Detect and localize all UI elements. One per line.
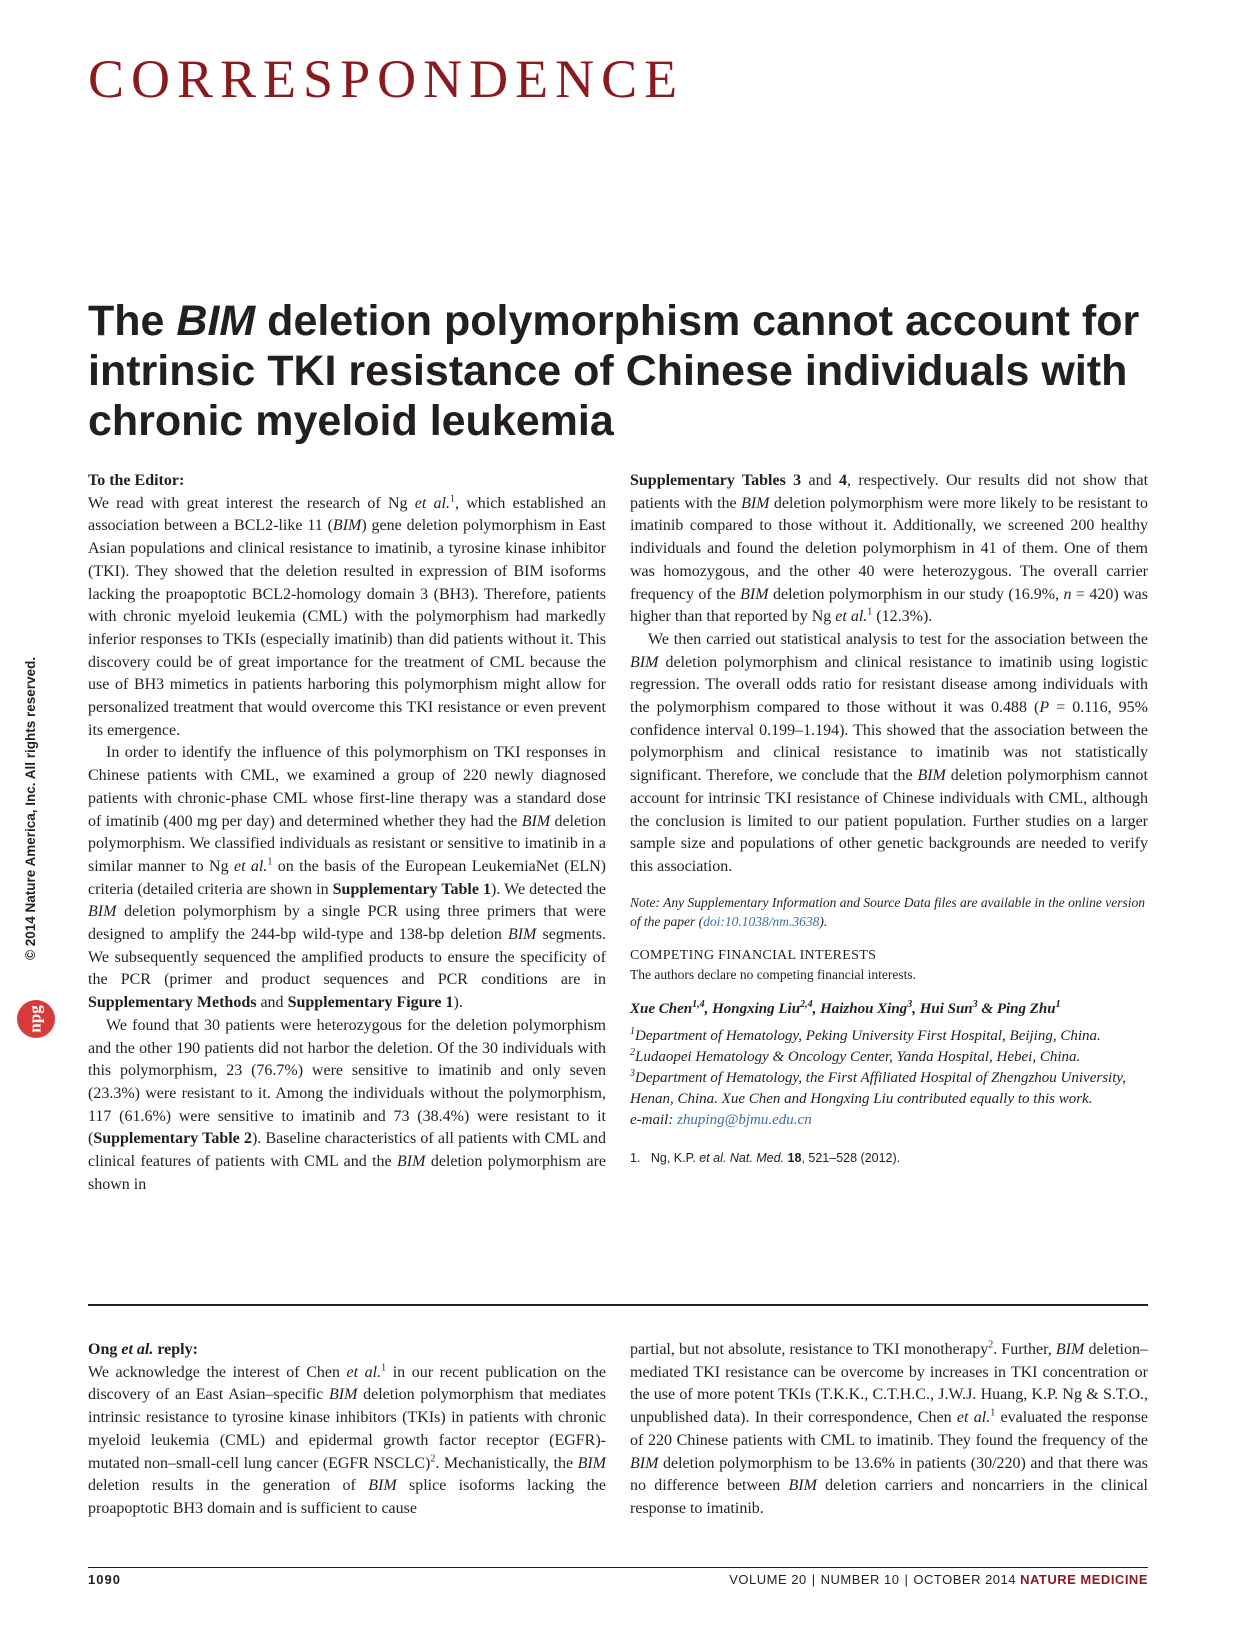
footer-journal-info: VOLUME 20 | NUMBER 10 | OCTOBER 2014 NATURE MEDICINE [729, 1572, 1148, 1587]
npg-logo [17, 1000, 55, 1038]
letter-paragraph-3: We found that 30 patients were heterozygous for the deletion polymorphism and the other 190 patients did not harbor the deletion. Of the 30 individuals with this polymorphism, 23 (76.7%) were sensitive to imatinib and only seven (23.3%) were resistant to it. Among the individuals without the polymorphism, 117 (61.6%) were sensitive to imatinib and 73 (38.4%) were resistant to it (Supplementary Table 2). Baseline characteristics of all patients with CML and clinical features of patients with CML and the BIM deletion polymorphism are shown in [88, 1016, 607, 1193]
footer-number: NUMBER 10 [820, 1572, 900, 1587]
letter-column-right [630, 470, 1148, 1167]
letter-paragraph-5: We then carried out statistical analysis to test for the association between the BIM deletion polymorphism and clinical resistance to imatinib using logistic regression. The overall odds ratio for resistant disease among individuals with the polymorphism compared to those without it was 0.488 (P = 0.116, 95% confidence interval 0.199–1.194). This showed that the association between the polymorphism and clinical resistance to imatinib was not statistically significant. Therefore, we conclude that the BIM deletion polymorphism cannot account for intrinsic TKI resistance of Chinese individuals with CML, although the conclusion is limited to our patient population. Further studies on a larger sample size and populations of other genetic backgrounds are needed to verify this association. [630, 630, 1148, 875]
npg-logo-text: npg [25, 1005, 45, 1033]
reference-1: 1. Ng, K.P. et al. Nat. Med. 18, 521–528 (2012). [630, 1150, 901, 1165]
letter-paragraph-2: In order to identify the influence of this polymorphism on TKI responses in Chinese patients with CML, we examined a group of 220 newly diagnosed patients with chronic-phase CML whose first-line therapy was a standard dose of imatinib (400 mg per day) and determined whether they had the BIM deletion polymorphism. We classified individuals as resistant or sensitive to imatinib in a similar manner to Ng et al.$^1$ on the basis of the European LeukemiaNet (ELN) criteria (detailed criteria are shown in Supplementary Table 1). We detected the BIM deletion polymorphism by a single PCR using three primers that were designed to amplify the 244-bp wild-type and 138-bp deletion BIM segments. We subsequently sequenced the amplified products to ensure the specificity of the PCR (primer and product sequences and PCR conditions are in Supplementary Methods and Supplementary Figure 1). [88, 744, 607, 1012]
page-number: 1090 [88, 1572, 121, 1587]
letter-paragraph-4: Supplementary Tables 3 and 4, respectively. Our results did not show that patients with the BIM deletion polymorphism were more likely to be resistant to imatinib compared to those without it. Additionally, we screened 200 healthy individuals and found the deletion polymorphism in 41 of them. One of them was homozygous, and the other 40 were heterozygous. The overall carrier frequency of the BIM deletion polymorphism in our study (16.9%, n = 420) was higher than that reported by Ng et al.$^1$ (12.3%). [630, 472, 1149, 626]
author: Hui Sun$^3$ & [919, 998, 997, 1017]
letter-column-left [88, 470, 606, 1197]
reply-heading: Ong et al. reply: [88, 1341, 198, 1358]
footer-date: OCTOBER 2014 [913, 1572, 1016, 1587]
supplementary-table-1-link[interactable]: Supplementary Table 1 [332, 880, 492, 898]
reply-column-right [630, 1339, 1148, 1521]
reply-column-left [88, 1339, 606, 1521]
competing-interests-text: The authors declare no competing financial interests. [630, 966, 917, 982]
supplementary-figure-1-link[interactable]: Supplementary Figure 1 [287, 994, 454, 1012]
supplementary-note: Note: Any Supplementary Information and Source Data files are available in the online version of the paper (doi:10.1038/nm.3638). [630, 894, 1146, 930]
author: Hongxing Liu$^{2,4}$, [712, 998, 821, 1017]
competing-interests-heading: COMPETING FINANCIAL INTERESTS [630, 947, 877, 963]
reply-paragraph-2: partial, but not absolute, resistance to TKI monotherapy$^2$. Further, BIM deletion–mediated TKI resistance can be overcome by increases in TKI concentration or the use of more potent TKIs (T.K.K., C.T.H.C., J.W.J. Huang, K.P. Ng & S.T.O., unpublished data). In their correspondence, Chen et al.$^1$ evaluated the response of 220 Chinese patients with CML to imatinib. They found the frequency of the BIM deletion polymorphism to be 13.6% in patients (30/220) and that there was no difference between BIM deletion carriers and noncarriers in the clinical response to imatinib. [630, 1339, 1149, 1517]
letter-greeting: To the Editor: [88, 472, 185, 489]
author: Haizhou Xing$^3$, [820, 998, 920, 1017]
doi-link[interactable]: doi:10.1038/nm.3638 [703, 914, 820, 930]
author: Xue Chen$^{1,4}$, [630, 998, 713, 1017]
section-divider [88, 1304, 1148, 1306]
title-prefix: The [88, 297, 177, 345]
footer-volume: VOLUME 20 [729, 1572, 807, 1587]
reply-paragraph-1: We acknowledge the interest of Chen et al.$^1$ in our recent publication on the discovery of an East Asian–specific BIM deletion polymorphism that mediates intrinsic resistance to tyrosine kinase inhibitors (TKIs) in patients with chronic myeloid leukemia (CML) and epidermal growth factor receptor (EGFR)-mutated non–small-cell lung cancer (EGFR NSCLC)$^2$. Mechanistically, the BIM deletion results in the generation of BIM splice isoforms lacking the proapoptotic BH3 domain and is sufficient to cause [88, 1362, 607, 1517]
article-title [88, 296, 1148, 446]
supplementary-table-2-link[interactable]: Supplementary Table 2 [93, 1130, 252, 1148]
footer-rule [88, 1567, 1148, 1568]
supplementary-table-4-link[interactable]: 4 [839, 472, 847, 489]
author-affiliations: $^1$Department of Hematology, Peking University First Hospital, Beijing, China. $^2$Ludaopei Hematology & Oncology Center, Yanda Hospital, Hebei, China. $^3$Department of Hematology, the First Affiliated Hospital of Zhengzhou University, Henan, China. Xue Chen and Hongxing Liu contributed equally to this work. e-mail: zhuping@bjmu.edu.cn [630, 1025, 1126, 1128]
section-header: CORRESPONDENCE [88, 49, 685, 109]
title-italic: BIM [176, 297, 256, 345]
supplementary-methods-link[interactable]: Supplementary Methods [88, 994, 257, 1012]
supplementary-table-3-link[interactable]: Supplementary Tables 3 [630, 472, 802, 489]
email-link[interactable]: zhuping@bjmu.edu.cn [677, 1111, 812, 1128]
author-list [630, 998, 1148, 1020]
footer-journal-name: NATURE MEDICINE [1020, 1572, 1148, 1587]
title-rest: deletion polymorphism cannot account for intrinsic TKI resistance of Chinese individuals with chronic myeloid leukemia [88, 297, 1140, 445]
author: Ping Zhu$^1$ [996, 998, 1061, 1017]
copyright-notice: © 2014 Nature America, Inc. All rights reserved. [23, 656, 38, 960]
letter-paragraph-1: We read with great interest the research of Ng et al.$^1$, which established an association between a BCL2-like 11 (BIM) gene deletion polymorphism in East Asian populations and clinical resistance to imatinib, a tyrosine kinase inhibitor (TKI). They showed that the deletion resulted in expression of BIM isoforms lacking the proapoptotic BCL2-homology domain 3 (BH3). Therefore, patients with chronic myeloid leukemia (CML) with the polymorphism had markedly inferior responses to TKIs (especially imatinib) than did patients without it. This discovery could be of great importance for the treatment of CML because the use of BH3 mimetics in patients harboring this polymorphism might allow for personalized treatment that would overcome this TKI resistance or even prevent its emergence. [88, 493, 607, 739]
